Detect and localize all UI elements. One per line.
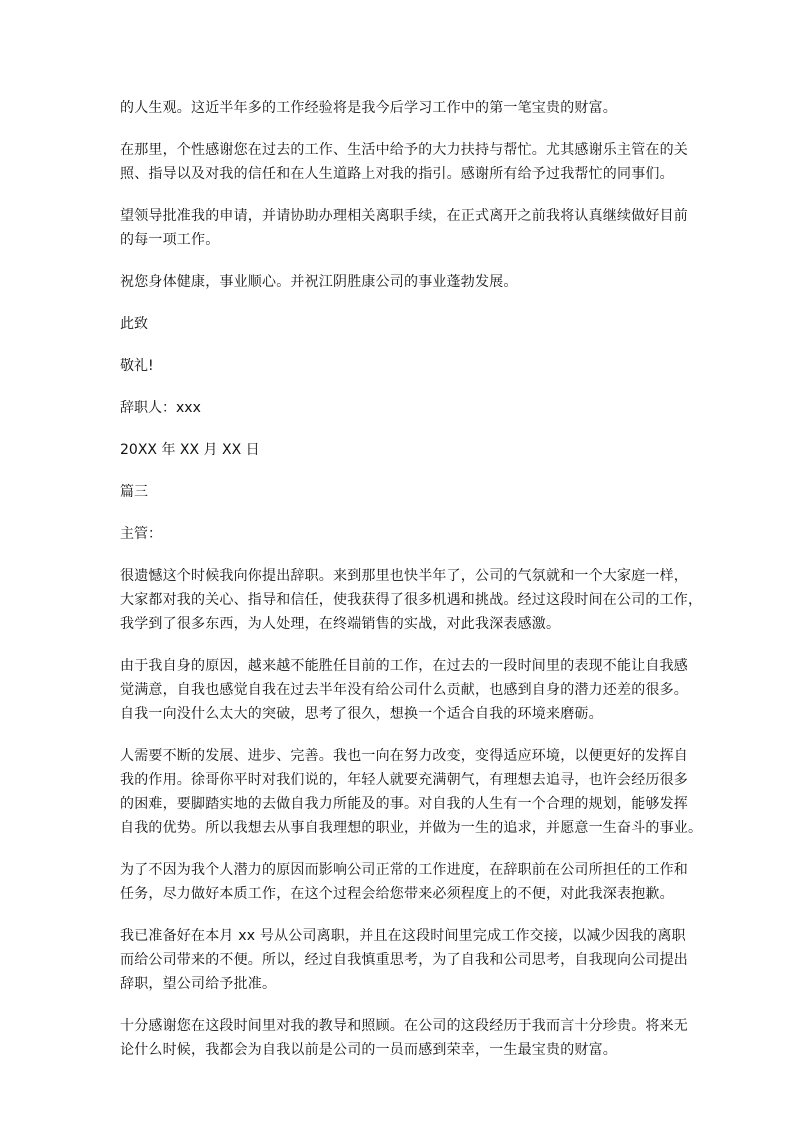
paragraph-request [120, 204, 688, 252]
text-line: 任务，尽力做好本质工作，在这个过程会给您带来必须程度上的不便，对此我深表抱歉。 [120, 886, 674, 902]
paragraph-thanks [120, 138, 688, 186]
paragraph-growth [120, 744, 703, 840]
text-line: 20XX 年 XX 月 XX 日 [120, 442, 260, 458]
recipient-line [120, 522, 680, 546]
text-line: 我学到了很多东西，为人处理，在终端销售的实战，对此我深表感激。 [120, 616, 561, 632]
text-line: 辞职，望公司给予批准。 [120, 976, 277, 992]
text-line: 祝您身体健康，事业顺心。并祝江阴胜康公司的事业蓬勃发展。 [120, 274, 518, 290]
text-line: 大家都对我的关心、指导和信任，使我获得了很多机遇和挑战。经过这段时间在公司的工作， [120, 592, 703, 608]
paragraph-gratitude [120, 1014, 688, 1062]
text-line: 由于我自身的原因，越来越不能胜任目前的工作，在过去的一段时间里的表现不能让自我感 [120, 658, 688, 674]
paragraph-reason [120, 654, 688, 726]
text-line: 在那里，个性感谢您在过去的工作、生活中给予的大力扶持与帮忙。尤其感谢乐主管在的关 [120, 142, 688, 158]
text-line: 而给公司带来的不便。所以，经过自我慎重思考，为了自我和公司思考，自我现向公司提出 [120, 952, 688, 968]
text-line: 人需要不断的发展、进步、完善。我也一向在努力改变，变得适应环境，以便更好的发挥自 [120, 748, 688, 764]
text-line: 很遗憾这个时候我向你提出辞职。来到那里也快半年了，公司的气氛就和一个大家庭一样， [120, 568, 688, 584]
text-line: 为了不因为我个人潜力的原因而影响公司正常的工作进度，在辞职前在公司所担任的工作和 [120, 862, 688, 878]
document-body [120, 96, 703, 1080]
text-line: 照、指导以及对我的信任和在人生道路上对我的指引。感谢所有给予过我帮忙的同事们。 [120, 166, 674, 182]
text-line: 自我一向没什么太大的突破，思考了很久，想换一个适合自我的环境来磨砺。 [120, 706, 603, 722]
text-line: 此致 [120, 316, 148, 332]
text-line: 辞职人：xxx [120, 400, 201, 416]
paragraph-apology [120, 858, 688, 906]
section-heading [120, 480, 680, 504]
text-line: 的人生观。这近半年多的工作经验将是我今后学习工作中的第一笔宝贵的财富。 [120, 100, 617, 116]
text-line: 我的作用。徐哥你平时对我们说的，年轻人就要充满朝气，有理想去追寻，也许会经历很多 [120, 772, 688, 788]
paragraph-wishes [120, 270, 680, 294]
paragraph-departure-date [120, 924, 688, 996]
text-line: 觉满意，自我也感觉自我在过去半年没有给公司什么贡献，也感到自身的潜力还差的很多。 [120, 682, 688, 698]
closing-salutation [120, 312, 680, 336]
text-line: 的困难，要脚踏实地的去做自我力所能及的事。对自我的人生有一个合理的规划，能够发挥 [120, 796, 688, 812]
text-line: 十分感谢您在这段时间里对我的教导和照顾。在公司的这段经历于我而言十分珍贵。将来无 [120, 1018, 688, 1034]
text-line: 自我的优势。所以我想去从事自我理想的职业，并做为一生的追求，并愿意一生奋斗的事业。 [120, 820, 703, 836]
closing-regards [120, 354, 680, 378]
signature-line [120, 396, 680, 420]
date-line [120, 438, 680, 462]
paragraph-life-view [120, 96, 680, 120]
text-line: 我已准备好在本月 xx 号从公司离职，并且在这段时间里完成工作交接，以减少因我的离职 [120, 928, 686, 944]
text-line: 论什么时候，我都会为自我以前是公司的一员而感到荣幸，一生最宝贵的财富。 [120, 1042, 617, 1058]
text-line: 主管： [120, 526, 162, 542]
text-line: 敬礼! [120, 358, 154, 374]
paragraph-regret [120, 564, 703, 636]
text-line: 篇三 [120, 484, 148, 500]
text-line: 的每一项工作。 [120, 232, 220, 248]
text-line: 望领导批准我的申请，并请协助办理相关离职手续，在正式离开之前我将认真继续做好目前 [120, 208, 688, 224]
